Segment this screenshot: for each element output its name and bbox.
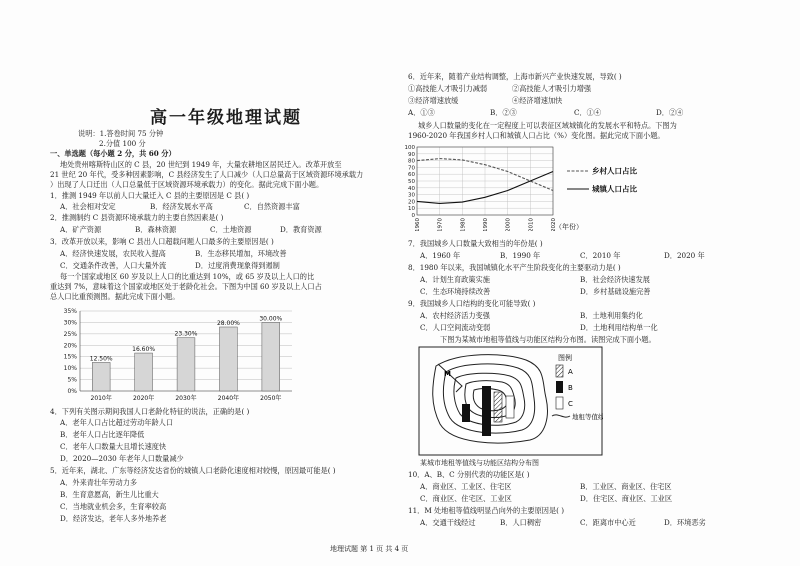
line-chart-legend-label: 乡村人口占比 [592,166,637,176]
option: A．①③ [408,108,435,117]
line-chart-xtick-label: 1980 [460,218,467,231]
option: A．计划生育政策实施 [420,275,490,284]
question-9: 9．我国城乡人口结构的变化可能导致( ) [408,299,536,308]
legend-label-a: A [568,368,573,376]
line-chart-xtick-label: 1960 [415,218,421,231]
bar-chart [52,305,302,405]
question-8: 8．1980 年以来，我国城镇化水平产生阶段变化的主要驱动力是( ) [408,263,621,272]
intro-line: 1960-2020 年我国乡村人口和城镇人口占比（%）变化图。据此完成下面小题。 [408,131,665,140]
zone-a-block [462,404,470,422]
statement: ②高技能人才吸引力增强 [512,84,592,93]
intro-line: 21 世纪 20 年代，受多种因素影响，C 县经济发生了人口减少（人口总量高于区域资源环境承载力 [50,170,364,179]
zone-b-block [494,392,502,422]
option: B．②③ [490,108,517,117]
bar-chart-ytick-label: 35% [63,308,77,315]
bar-chart-ytick-label: 20% [63,342,77,350]
option: C．当地就业机会多，生育率较高 [60,502,167,511]
line-chart-ytick-label: 0 [411,213,415,219]
exam-note-2: 2.分值 100 分 [99,139,146,148]
line-chart-ytick-label: 50 [408,179,415,185]
line-chart-ytick-label: 30 [408,192,415,199]
intro-line: 地处贵州喀斯特山区的 C 县，20 世纪到 1949 年，大量农耕地区居民迁入。改革开放至 [60,160,342,169]
line-chart-ytick-label: 20 [408,199,415,206]
question-11: 11．M 处地租等值线明显凸向外的主要原因是( ) [408,506,565,515]
line-chart-ytick-label: 10 [408,206,415,213]
bar-chart-xtick-label: 2020年 [132,395,155,402]
legend-title: 图例 [558,354,572,362]
legend-contour-symbol [552,415,570,417]
legend-swatch-c [556,397,563,409]
intro-line: 总人口比重预测图。据此完成下面小题。 [50,292,180,301]
option: D．②④ [656,108,684,117]
map-title: 某城市地租等值线与功能区结构分布图 [420,459,539,467]
question-5: 5．近年来，湖北、广东等经济发达省份的城镇人口老龄化速度相对较慢，原因最可能是( ) [50,466,336,475]
bar-chart-xtick-label: 2040年 [217,395,240,402]
option: A．1960 年 [420,251,461,260]
option: A．老年人口占比超过劳动年龄人口 [60,418,174,427]
line-chart-ytick-label: 40 [408,185,415,192]
line-chart-xtick-label: 2000 [505,218,512,231]
section-heading: 一、单选题（每小题 2 分，共 60 分） [50,149,176,158]
option: B．1990 年 [500,251,541,260]
map-label-m: M [444,370,451,378]
line-chart-xtick-label: 2020 [551,218,557,231]
zone-c-block [506,396,514,418]
legend-swatch-b [556,381,563,393]
option: A．外来青壮年劳动力多 [60,478,138,487]
bar-chart-bar [92,362,110,391]
option: D．教育资源 [280,225,322,234]
bar-chart-svg [52,305,302,405]
option: C．商业区、住宅区、工业区 [420,494,512,503]
option: D．2020—2030 年老年人口数量减少 [60,454,184,463]
option: B．土地利用集约化 [580,311,643,320]
bar-chart-xtick-label: 2030年 [175,395,197,402]
intro-line: 下图为某城市地租等值线与功能区结构分布图。读图完成下面小题。 [440,335,656,344]
line-chart-xtick-label: 1990 [483,218,489,231]
option: B．森林资源 [135,225,177,234]
bar-chart-ytick-label: 30% [63,319,77,327]
question-2: 2．推测制约 C 县资源环境承载力的主要自然因素是( ) [50,213,224,222]
line-chart-ytick-label: 100 [404,145,415,151]
exam-title: 高一年级地理试题 [150,108,302,128]
question-6: 6．近年来，随着产业结构调整，上海市新兴产业快速发展，导致( ) [408,72,622,81]
option: B．经济发展水平高 [150,202,213,211]
question-7: 7．我国城乡人口数量大致相当的年份是( ) [408,239,543,248]
legend-swatch-a [556,365,563,377]
option: D．经济发达，老年人多外地养老 [60,514,167,523]
option: A．商业区、工业区、住宅区 [420,482,512,491]
land-rent-map [418,346,603,456]
question-10: 10．A、B、C 分别代表的功能区是( ) [408,470,530,479]
option: D．过度消费现象得到遏制 [195,261,280,270]
bar-chart-ytick-label: 25% [63,330,77,338]
question-1: 1．推测 1949 年以前人口大量迁入 C 县的主要原因是 C 县( ) [50,191,250,200]
bar-chart-data-label: 23.30% [174,330,198,338]
bar-chart-data-label: 28.00% [216,320,240,327]
option: A．经济快速发展，农民收入提高 [60,249,166,258]
option: D．乡村基础设施完善 [580,287,651,296]
option: C．距离市中心近 [580,518,636,527]
zone-a-block [482,386,491,436]
option: D．环境恶劣 [664,518,706,527]
page-footer: 地理试题 第 1 页 共 4 页 [330,545,409,553]
option: B．人口稠密 [500,518,542,527]
bar-chart-bar [135,353,153,391]
option: A．社会相对安定 [60,202,116,211]
option: C．老年人口数量大且增长速度快 [60,442,167,451]
bar-chart-ytick-label: 0% [67,388,77,395]
statement: ④经济增速加快 [512,96,563,105]
statement: ①高技能人才吸引力减弱 [408,84,488,93]
bar-chart-ytick-label: 5% [67,376,77,384]
line-chart-svg [403,143,703,231]
option: C．①④ [574,108,602,117]
line-chart-xlabel: （年份） [555,223,583,231]
option: C．人口空间流动变弱 [420,323,491,332]
line-chart-xtick-label: 1970 [437,218,444,231]
option: D．住宅区、商业区、工业区 [580,494,673,503]
option: B．老年人口占比逐年降低 [60,430,145,439]
legend-label-b: B [568,384,573,392]
option: C．交通条件改善，人口大量外流 [60,261,167,270]
option: B．工业区、商业区、住宅区 [580,482,672,491]
bar-chart-ytick-label: 10% [63,365,77,373]
intro-line: 重达到 7%，意味着这个国家或地区处于老龄化社会。下图为中国 60 岁及以上人口占 [50,282,322,291]
option: C．生态环境持续改善 [420,287,491,296]
bar-chart-data-label: 12.50% [89,355,113,363]
bar-chart-xtick-label: 2050年 [260,395,282,402]
legend-label-c: C [568,400,573,408]
line-chart-ytick-label: 60 [408,172,415,179]
line-chart-ytick-label: 70 [408,165,415,172]
line-chart-legend-label: 城镇人口占比 [592,184,637,194]
option: D．土地利用结构单一化 [580,323,658,332]
line-chart [403,143,703,231]
line-chart-ytick-label: 90 [408,151,415,158]
option: C．2010 年 [580,251,621,260]
bar-chart-bar [262,322,280,391]
intro-line: 城乡人口数量的变化在一定程度上可以表征区域城镇化的发展水平和特点。下图为 [418,121,677,130]
exam-note-1: 说明：1.答卷时间 75 分钟 [78,129,164,138]
option: A．矿产资源 [60,225,102,234]
bar-chart-data-label: 30.00% [259,315,283,323]
bar-chart-bar [219,327,237,391]
option: A．交通干线经过 [420,518,476,527]
line-chart-xtick-label: 2010 [528,218,535,231]
bar-chart-bar [177,338,195,391]
bar-chart-ytick-label: 15% [63,353,77,361]
intro-line: ）出现了人口迁出（人口总量低于区域资源环境承载力）的变化。据此完成下面小题。 [50,180,324,189]
intro-line: 每一个国家或地区 60 岁及以上人口的比重达到 10%，或 65 岁及以上人口的比 [60,272,315,281]
statement: ③经济增速放缓 [408,96,459,105]
bar-chart-xtick-label: 2010年 [90,395,112,402]
bar-chart-data-label: 16.60% [132,346,156,354]
question-4: 4．下列有关图示期间我国人口老龄化特征的说法，正确的是( ) [50,407,250,416]
option: B．生态移民增加，环境改善 [195,249,287,258]
legend-contour-label: 地租等值线 [572,413,603,421]
option: D．2020 年 [664,251,705,260]
option: C．土地资源 [210,225,252,234]
land-rent-map-svg [418,346,603,456]
option: C．自然资源丰富 [244,202,300,211]
option: A．农村经济活力变强 [420,311,490,320]
option: B．生育意愿高，新生儿比重大 [60,490,159,499]
question-3: 3．改革开放以来，影响 C 县出人口超载问题人口最多的主要原因是( ) [50,237,274,246]
line-chart-ytick-label: 80 [408,158,415,165]
option: B．社会经济快速发展 [580,275,650,284]
